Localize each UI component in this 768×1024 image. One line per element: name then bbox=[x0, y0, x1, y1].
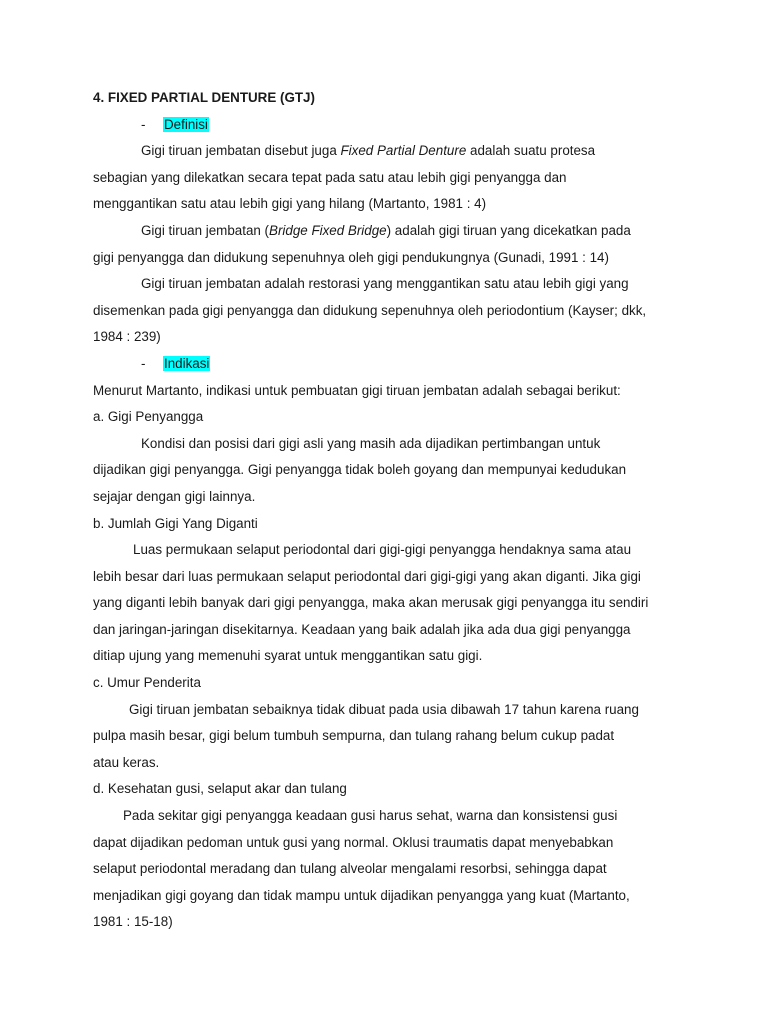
paragraph-d-line3: selaput periodontal meradang dan tulang alveolar mengalami resorbsi, sehingga dapat bbox=[93, 861, 607, 877]
paragraph-a-line3: sejajar dengan gigi lainnya. bbox=[93, 488, 256, 504]
definisi-p3-line2: disemenkan pada gigi penyangga dan didukung sepenuhnya oleh periodontium (Kayser; dkk, bbox=[93, 302, 647, 318]
italic-term: Fixed Partial Denture bbox=[340, 143, 467, 159]
bullet-definisi bbox=[93, 112, 683, 139]
bullet-dash: - bbox=[141, 355, 146, 371]
subheading-a: a. Gigi Penyangga bbox=[93, 409, 204, 425]
paragraph-c-line3: atau keras. bbox=[93, 754, 160, 770]
paragraph-b-line2: lebih besar dari luas permukaan selaput periodontal dari gigi-gigi yang akan diganti. Jika gigi bbox=[93, 568, 641, 584]
paragraph-d-line1: Pada sekitar gigi penyangga keadaan gusi harus sehat, warna dan konsistensi gusi bbox=[123, 808, 618, 824]
text-run: adalah suatu protesa bbox=[466, 143, 596, 159]
paragraph-a-line1: Kondisi dan posisi dari gigi asli yang masih ada dijadikan pertimbangan untuk bbox=[141, 435, 601, 451]
indikasi-highlight-label: Indikasi bbox=[164, 355, 210, 371]
paragraph-b-line5: ditiap ujung yang memenuhi syarat untuk menggantikan satu gigi. bbox=[93, 648, 483, 664]
definisi-p3-line3: 1984 : 239) bbox=[93, 329, 161, 345]
paragraph-c-line1: Gigi tiruan jembatan sebaiknya tidak dibuat pada usia dibawah 17 tahun karena ruang bbox=[129, 701, 639, 717]
document-body bbox=[93, 85, 683, 936]
subheading-d: d. Kesehatan gusi, selaput akar dan tulang bbox=[93, 781, 347, 797]
bullet-indikasi bbox=[93, 351, 683, 378]
text-run: Gigi tiruan jembatan ( bbox=[141, 222, 270, 238]
paragraph-b-line4: dan jaringan-jaringan disekitarnya. Keadaan yang baik adalah jika ada dua gigi penyangga bbox=[93, 621, 631, 637]
section-heading: 4. FIXED PARTIAL DENTURE (GTJ) bbox=[93, 90, 315, 105]
paragraph-d-line2: dapat dijadikan pedoman untuk gusi yang normal. Oklusi traumatis dapat menyebabkan bbox=[93, 834, 614, 850]
text-run: ) adalah gigi tiruan yang dicekatkan pada bbox=[386, 222, 631, 238]
bullet-dash: - bbox=[141, 116, 146, 132]
definisi-p1-line1 bbox=[93, 138, 683, 165]
italic-term: Bridge Fixed Bridge bbox=[269, 222, 387, 238]
definisi-p1-line2: sebagian yang dilekatkan secara tepat pada satu atau lebih gigi penyangga dan bbox=[93, 169, 567, 185]
paragraph-d-line4: menjadikan gigi goyang dan tidak mampu untuk dijadikan penyangga yang kuat (Martanto, bbox=[93, 887, 630, 903]
paragraph-b-line1: Luas permukaan selaput periodontal dari gigi-gigi penyangga hendaknya sama atau bbox=[133, 542, 632, 558]
definisi-p1-line3: menggantikan satu atau lebih gigi yang hilang (Martanto, 1981 : 4) bbox=[93, 196, 487, 212]
paragraph-b-line3: yang diganti lebih banyak dari gigi penyangga, maka akan merusak gigi penyangga itu sendiri bbox=[93, 595, 649, 611]
paragraph-a-line2: dijadikan gigi penyangga. Gigi penyangga tidak boleh goyang dan mempunyai kedudukan bbox=[93, 462, 627, 478]
paragraph-d-line5: 1981 : 15-18) bbox=[93, 914, 173, 930]
definisi-p2-line1 bbox=[93, 218, 683, 245]
definisi-p3-line1: Gigi tiruan jembatan adalah restorasi yang menggantikan satu atau lebih gigi yang bbox=[141, 276, 629, 292]
paragraph-c-line2: pulpa masih besar, gigi belum tumbuh sempurna, dan tulang rahang belum cukup padat bbox=[93, 728, 615, 744]
subheading-b: b. Jumlah Gigi Yang Diganti bbox=[93, 515, 258, 531]
definisi-highlight-label: Definisi bbox=[164, 116, 208, 132]
subheading-c: c. Umur Penderita bbox=[93, 675, 201, 691]
text-run: Gigi tiruan jembatan disebut juga bbox=[141, 143, 341, 159]
indikasi-intro: Menurut Martanto, indikasi untuk pembuatan gigi tiruan jembatan adalah sebagai berikut: bbox=[93, 382, 621, 398]
definisi-p2-line2: gigi penyangga dan didukung sepenuhnya oleh gigi pendukungnya (Gunadi, 1991 : 14) bbox=[93, 249, 609, 265]
